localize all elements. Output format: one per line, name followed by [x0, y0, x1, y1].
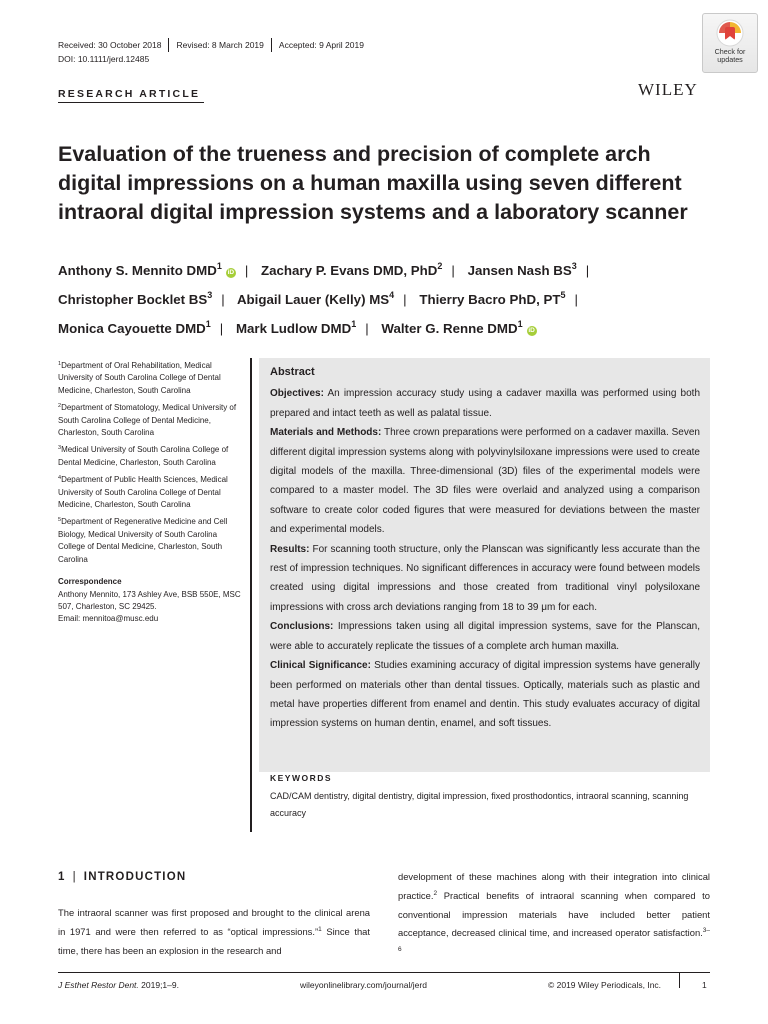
affiliations — [58, 360, 246, 626]
abstract-methods: Materials and Methods: Three crown preparations were performed on a cadaver maxilla. Seven different digital impression systems along with polyvinylsiloxane impressions were used to create digital models of the maxilla. Three-dimensional (3D) files of the experimental models were compared to a master model. The 3D files were overlaid and analyzed using a comparison software to create color coded figures that were measured for deviations between the master and experimental models. — [270, 427, 700, 536]
date-divider — [271, 38, 272, 52]
section-title: INTRODUCTION — [83, 871, 187, 883]
author-name[interactable]: Christopher Bocklet $BS^3$ — [58, 290, 213, 307]
article-type-underline — [58, 102, 204, 103]
article-title: Evaluation of the trueness and precision of complete arch digital impressions on a human maxilla using seven different intraoral digital impression systems and a laboratory scanner — [58, 142, 688, 224]
footer-rule — [58, 972, 710, 973]
citation-ref[interactable]: 3–6 — [398, 927, 710, 954]
author-name[interactable]: Abigail Lauer (Kelly) $MS^4$ — [236, 290, 395, 307]
author-name[interactable]: Anthony S. Mennito DMD$^1$iD — [58, 261, 235, 278]
accepted-date: Accepted: 9 April 2019 — [278, 40, 364, 50]
author-separator: | — [221, 292, 225, 307]
abstract-heading: Abstract — [270, 366, 315, 378]
author-name[interactable]: Zachary P. Evans DMD, PhD$^2$ — [261, 261, 443, 278]
author-name[interactable]: Jansen Nash $BS^3$ — [467, 261, 577, 278]
author-name[interactable]: Thierry Bacro PhD, $PT^5$ — [419, 290, 566, 307]
publisher-logo: WILEY — [638, 80, 698, 99]
affiliation: $^4$Department of Public Health Sciences, Medical University of South Carolina College of Dental Medicine, Charleston, South Carolina — [58, 475, 228, 510]
abstract-significance: Clinical Significance: Studies examining accuracy of digital impression systems have generally been performed on materials other than dental tissues. Optically, materials such as plastic and metal have properties different from enamel and dentin. This study evaluates accuracy of digital impression systems on human dentin, enamel, and soft tissues. — [270, 660, 700, 730]
doi-link[interactable]: DOI: 10.1111/jerd.12485 — [58, 54, 150, 64]
abstract-results: Results: For scanning tooth structure, only the Planscan was significantly less accurate than the rest of impression techniques. No significant differences in accuracy were found between models created using digital impressions and those created from traditional vinyl polysiloxane impressions with cross arch deviations ranging from 18 to 39 μm for each. — [270, 543, 701, 613]
footer-citation: J Esthet Restor Dent. 2019;1–9. — [58, 980, 179, 990]
citation-ref[interactable]: 1 — [318, 925, 322, 933]
keywords-list: CAD/CAM dentistry, digital dentistry, digital impression, fixed prosthodontics, intraoral scanning, scanning accuracy — [270, 791, 689, 818]
author-separator: | — [244, 263, 249, 278]
affiliation: $^5$Department of Regenerative Medicine and Cell Biology, Medical University of South Carolina College of Dental Medicine, Charleston, South Carolina — [58, 517, 228, 564]
check-for-updates-badge[interactable] — [702, 13, 758, 73]
abstract — [270, 363, 700, 734]
correspondence-address: Anthony Mennito, 173 Ashley Ave, BSB 550E, MSC 507, Charleston, SC 29425. — [58, 589, 241, 611]
page-number: 1 — [702, 980, 707, 990]
orcid-icon[interactable]: iD — [528, 327, 535, 334]
author-separator: | — [451, 263, 455, 278]
author-separator: | — [403, 292, 407, 307]
citation-ref[interactable]: 2 — [433, 889, 438, 897]
author-name[interactable]: Monica Cayouette DMD$^1$ — [58, 319, 211, 336]
affiliation: $^3$Medical University of South Carolina College of Dental Medicine, Charleston, South Carolina — [58, 445, 229, 467]
affiliation: $^1$Department of Oral Rehabilitation, Medical University of South Carolina College of Dental Medicine, Charleston, South Carolina — [58, 361, 221, 395]
abstract-conclusions: Conclusions: Impressions taken using all digital impression systems, save for the Planscan, were able to accurately replicate the tissues of a complete arch human maxilla. — [270, 621, 700, 652]
author-name[interactable]: Mark Ludlow DMD$^1$ — [235, 319, 357, 336]
footer-journal-url[interactable]: wileyonlinelibrary.com/journal/jerd — [300, 980, 427, 990]
author-separator: | — [585, 263, 590, 278]
affiliation: $^2$Department of Stomatology, Medical University of South Carolina College of Dental Medicine, Charleston, South Carolina — [58, 403, 237, 438]
section-number: 1 — [58, 871, 66, 883]
paragraph: The intraoral scanner was first proposed and brought to the clinical arena in 1971 and were then referred to as “optical impressions.”$^1$ Since that time, there has been an explosion in the research and — [58, 907, 370, 956]
author-separator: | — [365, 321, 369, 336]
correspondence-heading: Correspondence — [58, 577, 122, 587]
author-name[interactable]: Walter G. Renne DMD$^1$iD — [381, 319, 535, 336]
author-separator: | — [574, 292, 578, 307]
correspondence-email[interactable]: Email: mennitoa@musc.edu — [58, 614, 159, 624]
body-column-right — [398, 868, 710, 962]
revised-date: Revised: 8 March 2019 — [176, 40, 264, 50]
paragraph: development of these machines along with their integration into clinical practice.$^2$ Practical benefits of intraoral scanning when compared to conventional impression materials have included better patient acceptance, decreased clinical time, and increased operator satisfaction.$^{3-6}$ — [398, 871, 710, 954]
author-list — [58, 256, 728, 343]
received-date: Received: 30 October 2018 — [58, 40, 162, 50]
orcid-icon[interactable]: iD — [227, 269, 235, 276]
badge-line-2: updates — [717, 55, 743, 64]
keywords-heading: KEYWORDS — [270, 773, 333, 783]
body-column-left — [58, 904, 370, 960]
abstract-side-rule — [250, 358, 252, 832]
section-heading: 1 | INTRODUCTION — [58, 871, 187, 883]
footer-copyright: © 2019 Wiley Periodicals, Inc. — [548, 980, 662, 990]
abstract-objectives: Objectives: An impression accuracy study using a cadaver maxilla was performed using both prepared and intact teeth as well as palatal tissue. — [270, 388, 700, 419]
author-separator: | — [219, 321, 224, 336]
footer-divider — [679, 972, 680, 988]
date-divider — [168, 38, 169, 52]
article-type-label: RESEARCH ARTICLE — [58, 88, 201, 100]
publication-dates — [58, 38, 364, 52]
badge-line-1: Check for — [714, 47, 746, 56]
check-updates-icon — [715, 18, 745, 48]
